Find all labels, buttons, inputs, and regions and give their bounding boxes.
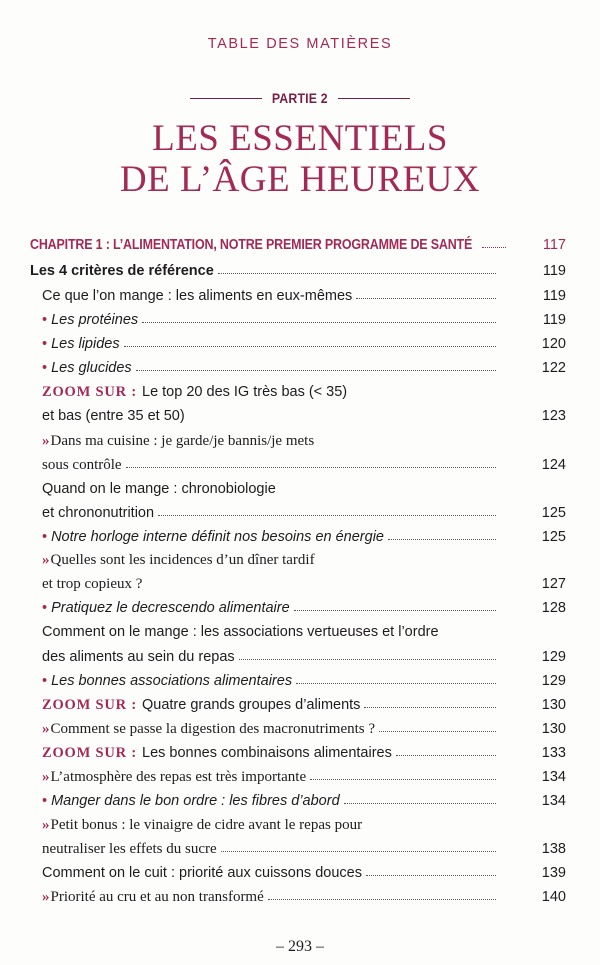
page-number: 134 (541, 769, 566, 785)
toc-entry-line2[interactable] (42, 649, 566, 665)
entry-text: Les bonnes associations alimentaires (51, 673, 293, 689)
page-number: 130 (541, 721, 566, 737)
page-number: 129 (541, 673, 566, 689)
toc-chapter[interactable] (30, 237, 566, 253)
leader (388, 533, 496, 540)
entry-text: Les glucides (51, 360, 132, 376)
toc-entry[interactable] (42, 336, 566, 352)
page-folio: – 293 – (276, 938, 324, 955)
page-number: 125 (541, 505, 566, 521)
entry-text: L’atmosphère des repas est très importante (50, 769, 307, 785)
leader (294, 604, 496, 611)
entry-text: et bas (entre 35 et 50) (42, 408, 185, 424)
entry-text: des aliments au sein du repas (42, 649, 235, 665)
leader (239, 653, 496, 660)
toc-entry[interactable] (42, 697, 566, 714)
leader (158, 509, 496, 516)
entry-text: neutraliser les effets du sucre (42, 841, 217, 857)
toc-entry[interactable] (42, 312, 566, 328)
toc-entry-line2[interactable] (42, 408, 566, 424)
entry-text: et chrononutrition (42, 505, 155, 521)
leader (356, 292, 496, 299)
entry-text: Comment on le mange : les associations vertueuses et l’ordre (42, 624, 439, 640)
toc-entry-line1[interactable] (42, 481, 536, 497)
entry-text: sous contrôle (42, 457, 122, 473)
leader (126, 461, 496, 468)
toc-entry-line1[interactable] (42, 433, 536, 450)
toc-entry-line2[interactable] (42, 457, 566, 474)
entry-text: Petit bonus : le vinaigre de cidre avant le repas pour (50, 817, 363, 833)
entry-text: Pratiquez le decrescendo alimentaire (51, 600, 290, 616)
toc-entry[interactable] (30, 263, 566, 279)
toc-entry[interactable] (42, 288, 566, 304)
page-number: 129 (541, 649, 566, 665)
part-title-line2: DE L’ÂGE HEUREUX (119, 159, 481, 200)
toc-entry-line2[interactable] (42, 841, 566, 858)
leader (379, 725, 496, 732)
part-title (0, 118, 600, 200)
page-number: 133 (541, 745, 566, 761)
entry-text: Ce que l’on mange : les aliments en eux-mêmes (42, 288, 353, 304)
toc-entry[interactable] (42, 600, 566, 616)
part-number: PARTIE 2 (272, 90, 328, 106)
leader (221, 845, 496, 852)
leader (396, 749, 496, 756)
part-title-line1: LES ESSENTIELS (152, 118, 448, 159)
bullet-icon: • (42, 336, 48, 352)
entry-text: Les bonnes combinaisons alimentaires (142, 745, 392, 761)
chevron-icon: » (42, 769, 48, 785)
entry-text: Quand on le mange : chronobiologie (42, 481, 276, 497)
toc-entry[interactable] (42, 529, 566, 545)
zoom-label: ZOOM SUR : (42, 745, 137, 761)
entry-text: Priorité au cru et au non transformé (50, 889, 264, 905)
entry-text: Quatre grands groupes d’aliments (142, 697, 361, 713)
page-number: 130 (541, 697, 566, 713)
page-number: 123 (541, 408, 566, 424)
chevron-icon: » (42, 817, 48, 833)
page-number: 124 (541, 457, 566, 473)
entry-text: Les protéines (51, 312, 139, 328)
chevron-icon: » (42, 552, 48, 568)
entry-text: Quelles sont les incidences d’un dîner tardif (50, 552, 315, 568)
entry-text: Manger dans le bon ordre : les fibres d’abord (51, 793, 340, 809)
bullet-icon: • (42, 600, 48, 616)
entry-text: Dans ma cuisine : je garde/je bannis/je mets (50, 433, 315, 449)
entry-text: et trop copieux ? (42, 576, 143, 592)
toc-entry[interactable] (42, 360, 566, 376)
toc-entry[interactable] (42, 793, 566, 809)
bullet-icon: • (42, 312, 48, 328)
bullet-icon: • (42, 793, 48, 809)
toc-entry-line1[interactable] (42, 817, 536, 834)
page-number: 119 (542, 288, 566, 304)
page-number: 140 (541, 889, 566, 905)
chapter-title: CHAPITRE 1 : L’ALIMENTATION, NOTRE PREMIER PROGRAMME DE SANTÉ (30, 237, 473, 253)
entry-text: Notre horloge interne définit nos besoins en énergie (51, 529, 384, 545)
chevron-icon: » (42, 721, 48, 737)
toc-entry-line1[interactable] (42, 384, 536, 401)
toc-entry[interactable] (42, 769, 566, 786)
part-label (0, 90, 600, 106)
chevron-icon: » (42, 889, 48, 905)
entry-text: Le top 20 des IG très bas (< 35) (142, 384, 348, 400)
entry-text: Comment on le cuit : priorité aux cuissons douces (42, 865, 362, 881)
page-number: 122 (541, 360, 566, 376)
zoom-label: ZOOM SUR : (42, 384, 137, 400)
running-head: TABLE DES MATIÈRES (207, 36, 393, 52)
leader (344, 797, 496, 804)
toc-entry[interactable] (42, 745, 566, 762)
toc-entry-line1[interactable] (42, 624, 536, 640)
toc-entry-line1[interactable] (42, 552, 536, 569)
page-number: 134 (541, 793, 566, 809)
leader (218, 267, 496, 274)
leader (364, 701, 496, 708)
toc-entry[interactable] (42, 889, 566, 906)
page-number: 119 (542, 263, 566, 279)
page-number: 127 (541, 576, 566, 592)
leader (366, 869, 496, 876)
leader (268, 893, 496, 900)
page-number: 119 (542, 312, 566, 328)
leader (124, 340, 496, 347)
leader (136, 364, 496, 371)
entry-text: Les lipides (51, 336, 120, 352)
rule-left (190, 98, 262, 99)
rule-right (338, 98, 410, 99)
toc-entry[interactable] (42, 721, 566, 738)
page-number: 138 (541, 841, 566, 857)
page-number: 125 (541, 529, 566, 545)
page-number: 120 (541, 336, 566, 352)
toc-entry[interactable] (42, 865, 566, 881)
page-number: 117 (542, 237, 566, 253)
entry-text: Les 4 critères de référence (30, 263, 214, 279)
toc-entry-line2[interactable] (42, 576, 566, 593)
page-number: 128 (541, 600, 566, 616)
bullet-icon: • (42, 673, 48, 689)
bullet-icon: • (42, 529, 48, 545)
entry-text: Comment se passe la digestion des macronutriments ? (50, 721, 376, 737)
leader (296, 677, 496, 684)
page-number: 139 (541, 865, 566, 881)
bullet-icon: • (42, 360, 48, 376)
toc-entry-line2[interactable] (42, 505, 566, 521)
zoom-label: ZOOM SUR : (42, 697, 137, 713)
toc-entry[interactable] (42, 673, 566, 689)
chevron-icon: » (42, 433, 48, 449)
leader (142, 316, 496, 323)
leader (310, 773, 496, 780)
